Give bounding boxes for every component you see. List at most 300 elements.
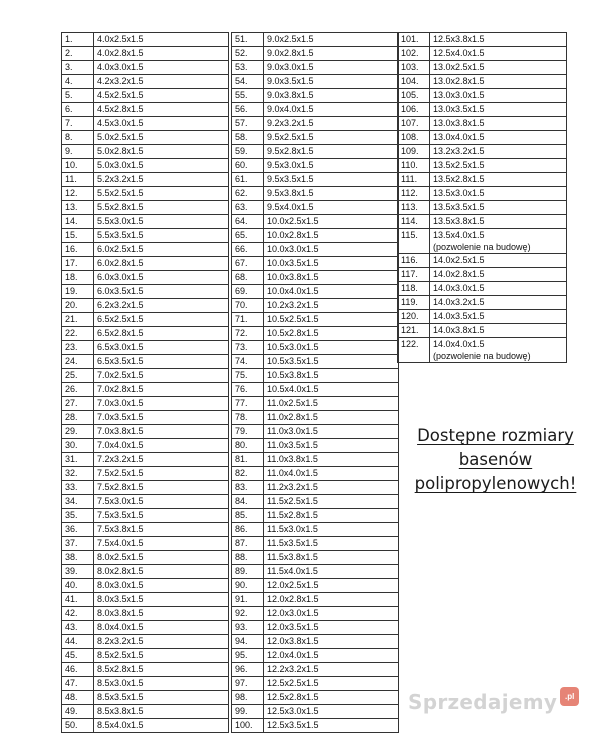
pool-size-value: 5.5x3.5x1.5 bbox=[97, 230, 144, 240]
table-row bbox=[232, 327, 399, 341]
table-row bbox=[62, 89, 229, 103]
pool-size bbox=[430, 75, 567, 89]
row-number: 121. bbox=[398, 324, 430, 338]
row-number: 6. bbox=[62, 103, 94, 117]
pool-size bbox=[94, 439, 229, 453]
pool-size-value: 9.0x2.5x1.5 bbox=[267, 34, 314, 44]
table-row bbox=[232, 439, 399, 453]
row-number: 70. bbox=[232, 299, 264, 313]
pool-size-value: 10.5x4.0x1.5 bbox=[267, 384, 319, 394]
table-row bbox=[232, 719, 399, 733]
pool-size-value: 4.2x3.2x1.5 bbox=[97, 76, 144, 86]
pool-size-value: 8.5x3.0x1.5 bbox=[97, 678, 144, 688]
pool-size bbox=[264, 593, 399, 607]
pool-size bbox=[94, 355, 229, 369]
pool-size bbox=[430, 215, 567, 229]
pool-size-value: 7.5x3.5x1.5 bbox=[97, 510, 144, 520]
table-row bbox=[62, 103, 229, 117]
row-number: 65. bbox=[232, 229, 264, 243]
row-number: 115. bbox=[398, 229, 430, 254]
table-row bbox=[232, 621, 399, 635]
table-row bbox=[62, 355, 229, 369]
watermark-badge: .pl bbox=[560, 687, 579, 706]
pool-size bbox=[264, 299, 399, 313]
table-row bbox=[398, 131, 567, 145]
pool-size-value: 5.0x2.8x1.5 bbox=[97, 146, 144, 156]
pool-size bbox=[264, 229, 399, 243]
pool-size-value: 5.5x2.8x1.5 bbox=[97, 202, 144, 212]
pool-size-value: 14.0x3.2x1.5 bbox=[433, 297, 485, 307]
pool-size-value: 7.0x3.0x1.5 bbox=[97, 398, 144, 408]
pool-size bbox=[264, 131, 399, 145]
pool-size-value: 12.5x3.5x1.5 bbox=[267, 720, 319, 730]
pool-size-value: 12.0x4.0x1.5 bbox=[267, 650, 319, 660]
table-row bbox=[398, 89, 567, 103]
row-number: 106. bbox=[398, 103, 430, 117]
pool-size-value: 14.0x2.5x1.5 bbox=[433, 255, 485, 265]
pool-size bbox=[94, 61, 229, 75]
pool-size bbox=[94, 145, 229, 159]
row-number: 97. bbox=[232, 677, 264, 691]
table-row bbox=[232, 145, 399, 159]
row-number: 46. bbox=[62, 663, 94, 677]
pool-size-value: 5.5x3.0x1.5 bbox=[97, 216, 144, 226]
pool-size bbox=[264, 33, 399, 47]
table-row bbox=[62, 467, 229, 481]
table-row bbox=[232, 481, 399, 495]
row-number: 86. bbox=[232, 523, 264, 537]
pool-size bbox=[430, 282, 567, 296]
table-row bbox=[62, 663, 229, 677]
row-number: 41. bbox=[62, 593, 94, 607]
row-number: 63. bbox=[232, 201, 264, 215]
pool-size-value: 5.5x2.5x1.5 bbox=[97, 188, 144, 198]
row-number: 30. bbox=[62, 439, 94, 453]
table-row bbox=[232, 131, 399, 145]
pool-size bbox=[94, 341, 229, 355]
watermark-text: Sprzedajemy bbox=[408, 690, 558, 714]
row-number: 51. bbox=[232, 33, 264, 47]
table-row bbox=[62, 117, 229, 131]
row-number: 13. bbox=[62, 201, 94, 215]
pool-size-value: 8.5x2.8x1.5 bbox=[97, 664, 144, 674]
row-number: 12. bbox=[62, 187, 94, 201]
pool-size bbox=[264, 607, 399, 621]
pool-size bbox=[94, 285, 229, 299]
pool-size bbox=[264, 691, 399, 705]
row-number: 39. bbox=[62, 565, 94, 579]
table-row bbox=[398, 296, 567, 310]
pool-size bbox=[94, 481, 229, 495]
row-number: 105. bbox=[398, 89, 430, 103]
table-row bbox=[232, 593, 399, 607]
pool-size-value: 4.5x3.0x1.5 bbox=[97, 118, 144, 128]
row-number: 26. bbox=[62, 383, 94, 397]
table-row bbox=[398, 159, 567, 173]
pool-size-value: 9.5x2.8x1.5 bbox=[267, 146, 314, 156]
pool-size-value: 9.5x4.0x1.5 bbox=[267, 202, 314, 212]
table-row bbox=[232, 425, 399, 439]
pool-size bbox=[264, 257, 399, 271]
table-row bbox=[62, 145, 229, 159]
pool-size bbox=[264, 719, 399, 733]
table-row bbox=[398, 338, 567, 363]
row-number: 37. bbox=[62, 537, 94, 551]
pool-size bbox=[264, 327, 399, 341]
pool-size-value: 11.5x4.0x1.5 bbox=[267, 566, 318, 576]
pool-size-value: 8.5x4.0x1.5 bbox=[97, 720, 144, 730]
table-row bbox=[62, 341, 229, 355]
pool-size bbox=[264, 383, 399, 397]
pool-size-value: 12.0x3.8x1.5 bbox=[267, 636, 319, 646]
table-row bbox=[232, 677, 399, 691]
table-row bbox=[62, 229, 229, 243]
table-row bbox=[232, 89, 399, 103]
pool-size bbox=[430, 310, 567, 324]
row-number: 50. bbox=[62, 719, 94, 733]
row-number: 94. bbox=[232, 635, 264, 649]
pool-size-value: 12.0x3.5x1.5 bbox=[267, 622, 319, 632]
row-number: 47. bbox=[62, 677, 94, 691]
row-number: 118. bbox=[398, 282, 430, 296]
row-number: 53. bbox=[232, 61, 264, 75]
row-number: 32. bbox=[62, 467, 94, 481]
table-row bbox=[62, 159, 229, 173]
pool-size-value: 11.0x4.0x1.5 bbox=[267, 468, 318, 478]
pool-size bbox=[94, 103, 229, 117]
table-row bbox=[398, 61, 567, 75]
pool-size bbox=[430, 103, 567, 117]
pool-size bbox=[94, 509, 229, 523]
pool-size bbox=[264, 621, 399, 635]
pool-size-value: 11.0x2.8x1.5 bbox=[267, 412, 318, 422]
row-number: 71. bbox=[232, 313, 264, 327]
pool-size bbox=[94, 677, 229, 691]
row-number: 11. bbox=[62, 173, 94, 187]
pool-size bbox=[94, 89, 229, 103]
row-number: 76. bbox=[232, 383, 264, 397]
row-number: 17. bbox=[62, 257, 94, 271]
row-number: 29. bbox=[62, 425, 94, 439]
row-number: 104. bbox=[398, 75, 430, 89]
row-number: 60. bbox=[232, 159, 264, 173]
row-number: 113. bbox=[398, 201, 430, 215]
row-number: 68. bbox=[232, 271, 264, 285]
row-number: 19. bbox=[62, 285, 94, 299]
table-row bbox=[62, 327, 229, 341]
row-number: 4. bbox=[62, 75, 94, 89]
pool-size bbox=[264, 313, 399, 327]
pool-size-value: 7.5x2.8x1.5 bbox=[97, 482, 144, 492]
table-row bbox=[62, 313, 229, 327]
row-number: 80. bbox=[232, 439, 264, 453]
pool-size-value: 12.0x3.0x1.5 bbox=[267, 608, 319, 618]
row-number: 25. bbox=[62, 369, 94, 383]
pool-size bbox=[94, 607, 229, 621]
row-number: 85. bbox=[232, 509, 264, 523]
row-number: 2. bbox=[62, 47, 94, 61]
pool-size-value: 6.5x2.5x1.5 bbox=[97, 314, 144, 324]
table-row bbox=[232, 523, 399, 537]
pool-size bbox=[430, 131, 567, 145]
pool-size bbox=[94, 523, 229, 537]
table-row bbox=[232, 75, 399, 89]
pool-size bbox=[264, 467, 399, 481]
row-number: 62. bbox=[232, 187, 264, 201]
pool-size-value: 10.5x2.5x1.5 bbox=[267, 314, 319, 324]
pool-size-value: 12.5x3.8x1.5 bbox=[433, 34, 485, 44]
table-row bbox=[62, 369, 229, 383]
pool-size-value: 6.0x3.5x1.5 bbox=[97, 286, 144, 296]
pool-size bbox=[94, 691, 229, 705]
row-number: 34. bbox=[62, 495, 94, 509]
pool-size-value: 7.5x2.5x1.5 bbox=[97, 468, 144, 478]
pool-size-value: 14.0x3.8x1.5 bbox=[433, 325, 485, 335]
pool-size bbox=[94, 159, 229, 173]
table-row bbox=[232, 355, 399, 369]
pool-size-value: 8.0x4.0x1.5 bbox=[97, 622, 144, 632]
pool-size bbox=[94, 313, 229, 327]
row-number: 58. bbox=[232, 131, 264, 145]
table-row bbox=[232, 397, 399, 411]
row-number: 36. bbox=[62, 523, 94, 537]
row-number: 111. bbox=[398, 173, 430, 187]
pool-size-value: 11.0x3.0x1.5 bbox=[267, 426, 318, 436]
table-row bbox=[232, 495, 399, 509]
row-number: 54. bbox=[232, 75, 264, 89]
row-number: 103. bbox=[398, 61, 430, 75]
pool-size-value: 9.5x3.0x1.5 bbox=[267, 160, 314, 170]
row-number: 91. bbox=[232, 593, 264, 607]
pool-size bbox=[264, 453, 399, 467]
table-row bbox=[62, 75, 229, 89]
table-row bbox=[232, 47, 399, 61]
pool-size-value: 8.0x3.5x1.5 bbox=[97, 594, 144, 604]
pool-size bbox=[94, 327, 229, 341]
pool-size bbox=[430, 296, 567, 310]
pool-size-value: 9.5x2.5x1.5 bbox=[267, 132, 314, 142]
table-row bbox=[398, 324, 567, 338]
row-number: 95. bbox=[232, 649, 264, 663]
pool-size-value: 6.5x3.5x1.5 bbox=[97, 356, 144, 366]
table-row bbox=[232, 33, 399, 47]
row-number: 16. bbox=[62, 243, 94, 257]
pool-size-value: 9.0x3.5x1.5 bbox=[267, 76, 314, 86]
pool-size-value: 11.2x3.2x1.5 bbox=[267, 482, 318, 492]
pool-size bbox=[264, 215, 399, 229]
pool-size-value: 8.0x3.8x1.5 bbox=[97, 608, 144, 618]
table-row bbox=[62, 383, 229, 397]
table-row bbox=[232, 173, 399, 187]
pool-size bbox=[264, 481, 399, 495]
row-number: 20. bbox=[62, 299, 94, 313]
row-number: 43. bbox=[62, 621, 94, 635]
sizes-table-column-3 bbox=[397, 32, 567, 363]
row-number: 40. bbox=[62, 579, 94, 593]
row-number: 33. bbox=[62, 481, 94, 495]
table-row bbox=[62, 565, 229, 579]
row-number: 78. bbox=[232, 411, 264, 425]
table-row bbox=[232, 117, 399, 131]
row-number: 100. bbox=[232, 719, 264, 733]
table-row bbox=[62, 691, 229, 705]
row-number: 90. bbox=[232, 579, 264, 593]
pool-size-value: 4.5x2.8x1.5 bbox=[97, 104, 144, 114]
promo-line-3: polipropylenowych! bbox=[414, 474, 577, 493]
sizes-table-column-2 bbox=[231, 32, 399, 733]
pool-size bbox=[264, 509, 399, 523]
table-row bbox=[398, 117, 567, 131]
permit-note: (pozwolenie na budowę) bbox=[433, 242, 531, 252]
pool-size-value: 5.0x3.0x1.5 bbox=[97, 160, 144, 170]
table-row bbox=[398, 173, 567, 187]
table-row bbox=[232, 341, 399, 355]
table-row bbox=[232, 313, 399, 327]
pool-size-value: 11.5x2.8x1.5 bbox=[267, 510, 318, 520]
table-row bbox=[62, 579, 229, 593]
row-number: 9. bbox=[62, 145, 94, 159]
pool-size bbox=[264, 663, 399, 677]
pool-size bbox=[94, 201, 229, 215]
pool-size bbox=[430, 268, 567, 282]
pool-size bbox=[264, 89, 399, 103]
row-number: 83. bbox=[232, 481, 264, 495]
table-row bbox=[398, 254, 567, 268]
pool-size-value: 13.5x3.0x1.5 bbox=[433, 188, 485, 198]
pool-size bbox=[94, 75, 229, 89]
pool-size-value: 12.2x3.2x1.5 bbox=[267, 664, 319, 674]
row-number: 28. bbox=[62, 411, 94, 425]
row-number: 10. bbox=[62, 159, 94, 173]
pool-size-value: 9.5x3.8x1.5 bbox=[267, 188, 314, 198]
pool-size bbox=[94, 243, 229, 257]
pool-size bbox=[264, 551, 399, 565]
pool-size-value: 10.0x3.8x1.5 bbox=[267, 272, 319, 282]
pool-size bbox=[264, 61, 399, 75]
pool-size-value: 8.0x2.5x1.5 bbox=[97, 552, 144, 562]
pool-size bbox=[264, 271, 399, 285]
table-row bbox=[62, 285, 229, 299]
pool-size-value: 10.5x3.5x1.5 bbox=[267, 356, 319, 366]
row-number: 88. bbox=[232, 551, 264, 565]
pool-size bbox=[264, 537, 399, 551]
pool-size-value: 13.5x4.0x1.5 bbox=[433, 230, 485, 240]
pool-size-value: 9.2x3.2x1.5 bbox=[267, 118, 314, 128]
row-number: 89. bbox=[232, 565, 264, 579]
pool-size bbox=[264, 47, 399, 61]
pool-size bbox=[264, 103, 399, 117]
pool-size-value: 7.0x3.8x1.5 bbox=[97, 426, 144, 436]
pool-size-value: 8.0x3.0x1.5 bbox=[97, 580, 144, 590]
row-number: 99. bbox=[232, 705, 264, 719]
table-row bbox=[62, 537, 229, 551]
pool-size bbox=[94, 299, 229, 313]
pool-size bbox=[430, 324, 567, 338]
row-number: 21. bbox=[62, 313, 94, 327]
row-number: 112. bbox=[398, 187, 430, 201]
table-row bbox=[232, 579, 399, 593]
table-row bbox=[62, 47, 229, 61]
pool-size-value: 7.0x3.5x1.5 bbox=[97, 412, 144, 422]
table-row bbox=[62, 201, 229, 215]
row-number: 84. bbox=[232, 495, 264, 509]
row-number: 93. bbox=[232, 621, 264, 635]
pool-size-value: 7.5x3.8x1.5 bbox=[97, 524, 144, 534]
pool-size bbox=[94, 467, 229, 481]
table-row bbox=[62, 509, 229, 523]
table-row bbox=[62, 551, 229, 565]
table-row bbox=[232, 201, 399, 215]
pool-size bbox=[264, 495, 399, 509]
table-row bbox=[232, 243, 399, 257]
pool-size-value: 6.2x3.2x1.5 bbox=[97, 300, 144, 310]
pool-size bbox=[94, 425, 229, 439]
table-row bbox=[62, 61, 229, 75]
table-row bbox=[62, 495, 229, 509]
row-number: 107. bbox=[398, 117, 430, 131]
table-row bbox=[62, 649, 229, 663]
pool-size bbox=[264, 117, 399, 131]
pool-size bbox=[264, 285, 399, 299]
table-row bbox=[398, 187, 567, 201]
pool-size-value: 13.0x3.8x1.5 bbox=[433, 118, 485, 128]
pool-size bbox=[94, 719, 229, 733]
pool-size-value: 13.0x2.8x1.5 bbox=[433, 76, 485, 86]
pool-size-value: 11.0x3.5x1.5 bbox=[267, 440, 318, 450]
pool-size-value: 13.5x3.8x1.5 bbox=[433, 216, 485, 226]
row-number: 49. bbox=[62, 705, 94, 719]
row-number: 48. bbox=[62, 691, 94, 705]
row-number: 35. bbox=[62, 509, 94, 523]
pool-size bbox=[430, 89, 567, 103]
row-number: 38. bbox=[62, 551, 94, 565]
pool-size bbox=[264, 397, 399, 411]
table-row bbox=[62, 411, 229, 425]
pool-size-value: 9.0x2.8x1.5 bbox=[267, 48, 314, 58]
table-row bbox=[398, 282, 567, 296]
pool-size bbox=[94, 551, 229, 565]
table-row bbox=[232, 271, 399, 285]
pool-size-value: 10.0x2.5x1.5 bbox=[267, 216, 319, 226]
pool-size-value: 7.0x2.8x1.5 bbox=[97, 384, 144, 394]
pool-size-value: 12.5x2.5x1.5 bbox=[267, 678, 319, 688]
pool-size bbox=[430, 201, 567, 215]
pool-size bbox=[430, 159, 567, 173]
pool-size bbox=[430, 33, 567, 47]
table-row bbox=[62, 33, 229, 47]
pool-size-value: 10.2x3.2x1.5 bbox=[267, 300, 319, 310]
row-number: 44. bbox=[62, 635, 94, 649]
pool-size-value: 8.2x3.2x1.5 bbox=[97, 636, 144, 646]
pool-size-value: 10.5x3.8x1.5 bbox=[267, 370, 319, 380]
pool-size bbox=[94, 621, 229, 635]
pool-size-value: 6.5x2.8x1.5 bbox=[97, 328, 144, 338]
table-row bbox=[232, 551, 399, 565]
row-number: 119. bbox=[398, 296, 430, 310]
pool-size-value: 10.0x2.8x1.5 bbox=[267, 230, 319, 240]
pool-size-value: 12.5x2.8x1.5 bbox=[267, 692, 319, 702]
pool-size-value: 4.0x2.8x1.5 bbox=[97, 48, 144, 58]
pool-size bbox=[94, 271, 229, 285]
pool-size-value: 7.5x4.0x1.5 bbox=[97, 538, 144, 548]
pool-size-value: 9.5x3.5x1.5 bbox=[267, 174, 314, 184]
pool-size-value: 13.0x2.5x1.5 bbox=[433, 62, 485, 72]
row-number: 74. bbox=[232, 355, 264, 369]
table-row bbox=[232, 285, 399, 299]
table-row bbox=[62, 593, 229, 607]
table-row bbox=[62, 635, 229, 649]
table-row bbox=[62, 131, 229, 145]
